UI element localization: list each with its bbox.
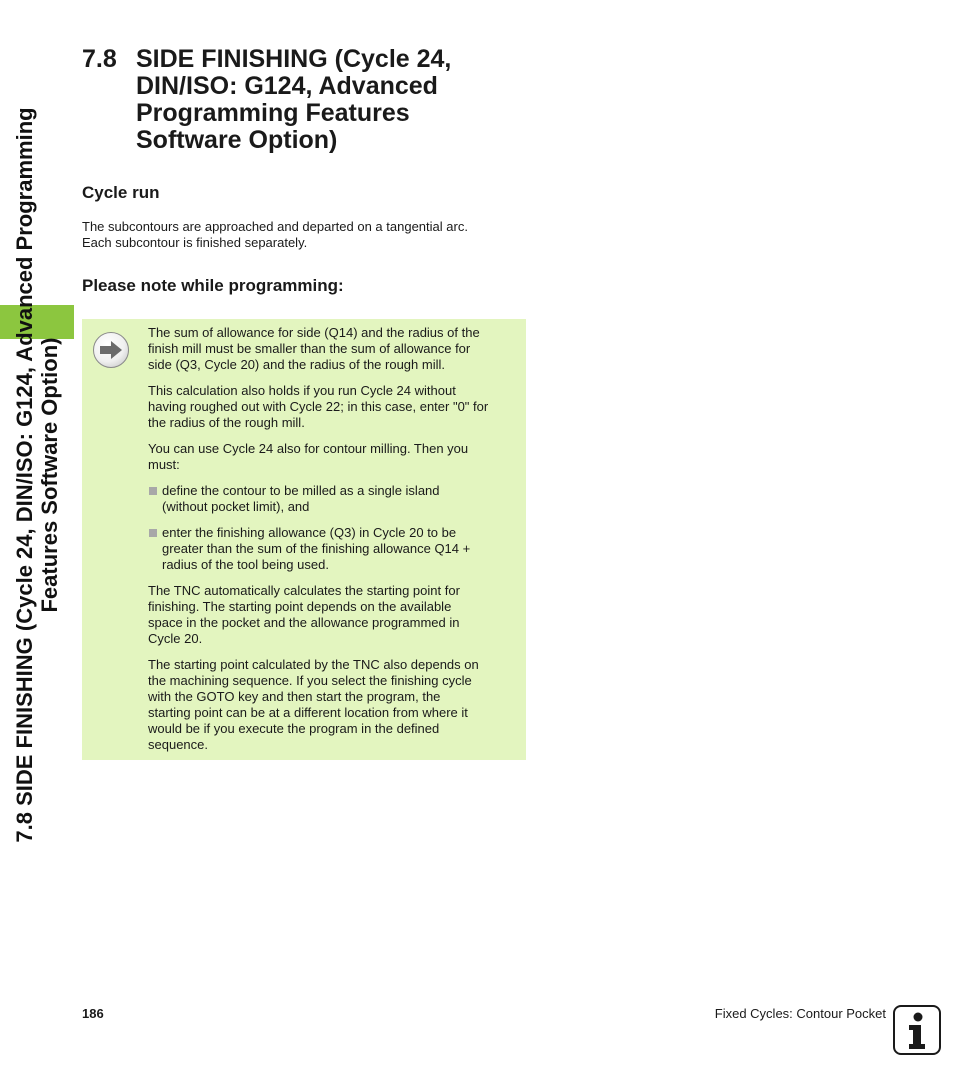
footer-chapter-name: Fixed Cycles: Contour Pocket [714, 1006, 886, 1021]
text-line: finishing. The starting point depends on the available [148, 599, 452, 614]
side-header-line-1: 7.8 SIDE FINISHING (Cycle 24, DIN/ISO: G124, Advanced Programming [12, 107, 37, 843]
text-line: The starting point calculated by the TNC also depends on [148, 657, 479, 672]
list-item [148, 483, 518, 515]
note-paragraph [148, 325, 518, 373]
text-line: space in the pocket and the allowance programmed in [148, 615, 460, 630]
text-line: would be if you execute the program in the defined [148, 721, 440, 736]
text-line: The subcontours are approached and departed on a tangential arc. [82, 219, 468, 234]
text-line: The TNC automatically calculates the starting point for [148, 583, 460, 598]
chapter-title-line: Programming Features [136, 99, 410, 127]
list-item [148, 525, 518, 573]
cycle-run-heading: Cycle run [82, 183, 160, 202]
text-line: having roughed out with Cycle 22; in this case, enter "0" for [148, 399, 489, 414]
programming-note-heading: Please note while programming: [82, 276, 344, 295]
arrow-right-icon [93, 332, 129, 368]
text-line: starting point can be at a different location from where it [148, 705, 468, 720]
chapter-title-line: DIN/ISO: G124, Advanced [136, 72, 438, 100]
cycle-run-text [82, 219, 522, 251]
info-icon [893, 1005, 941, 1055]
text-line: The sum of allowance for side (Q14) and the radius of the [148, 325, 480, 340]
text-line: radius of the tool being used. [162, 557, 329, 572]
text-line: Cycle 20. [148, 631, 203, 646]
text-line: You can use Cycle 24 also for contour milling. Then you [148, 441, 469, 456]
square-bullet-icon [149, 529, 157, 537]
text-line: define the contour to be milled as a single island [162, 483, 440, 498]
note-paragraph [148, 583, 518, 647]
note-paragraph [148, 441, 518, 473]
side-running-header [0, 0, 74, 920]
text-line: (without pocket limit), and [162, 499, 310, 514]
text-line: finish mill must be smaller than the sum of allowance for [148, 341, 471, 356]
text-line: the machining sequence. If you select the finishing cycle [148, 673, 472, 688]
chapter-title-line: Software Option) [136, 126, 338, 154]
chapter-title-line: SIDE FINISHING (Cycle 24, [136, 45, 452, 73]
text-line: sequence. [148, 737, 208, 752]
note-box [82, 319, 526, 760]
note-paragraph [148, 383, 518, 431]
text-line: enter the finishing allowance (Q3) in Cycle 20 to be [162, 525, 457, 540]
chapter-title-text [136, 46, 536, 154]
square-bullet-icon [149, 487, 157, 495]
text-line: the radius of the rough mill. [148, 415, 305, 430]
page-number: 186 [82, 1006, 104, 1021]
text-line: This calculation also holds if you run Cycle 24 without [148, 383, 456, 398]
text-line: greater than the sum of the finishing allowance Q14 + [162, 541, 471, 556]
text-line: side (Q3, Cycle 20) and the radius of the rough mill. [148, 357, 445, 372]
text-line: must: [148, 457, 180, 472]
info-icon-glyph [907, 1012, 927, 1050]
arrow-right-icon-glyph [99, 340, 123, 360]
note-paragraph [148, 657, 518, 753]
side-header-line-2: Features Software Option) [37, 337, 62, 613]
note-content [148, 325, 518, 763]
text-line: Each subcontour is finished separately. [82, 235, 308, 250]
text-line: with the GOTO key and then start the program, the [148, 689, 441, 704]
chapter-number: 7.8 [82, 45, 117, 73]
